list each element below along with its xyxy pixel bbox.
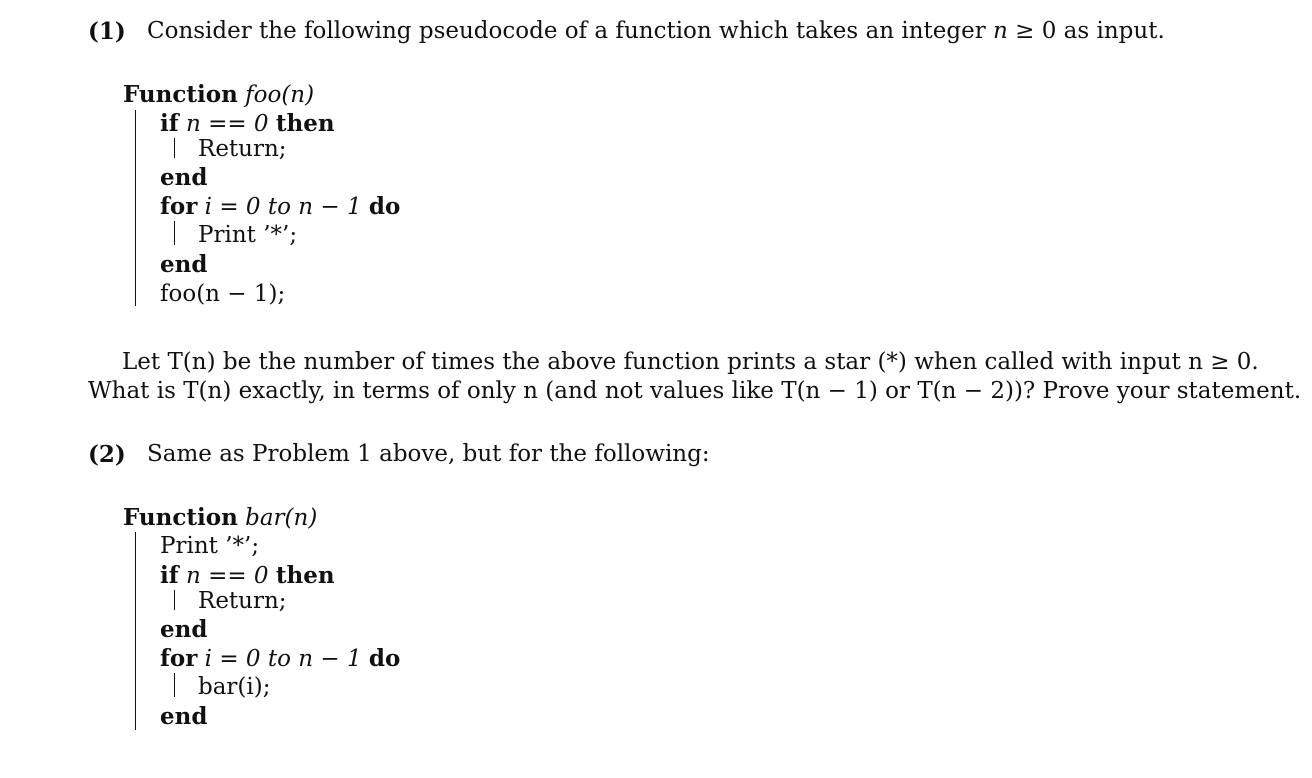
- bar-function-header: [123, 506, 317, 530]
- foo-for-line: [160, 195, 400, 219]
- foo-function-header: [123, 83, 314, 107]
- foo-return: Return;: [198, 136, 287, 162]
- problem-1-paragraph-line-2: What is T(n) exactly, in terms of only n (and not values like T(n − 1) or T(n − 2))? Prove your statement.: [88, 378, 1302, 404]
- bar-print: Print ’*’;: [160, 533, 260, 559]
- foo-for-body-bar: [174, 221, 175, 245]
- problem-2-number: (2): [88, 441, 126, 468]
- foo-body-bar: [135, 110, 136, 306]
- foo-for-range: i = 0 to n − 1: [204, 194, 362, 220]
- bar-body-bar: [135, 532, 136, 730]
- bar-signature: bar(n): [245, 505, 318, 531]
- foo-kw-if: if: [160, 110, 179, 137]
- foo-signature: foo(n): [245, 82, 315, 108]
- foo-kw-do: do: [368, 193, 401, 220]
- foo-print: Print ’*’;: [198, 222, 298, 248]
- problem-1-statement-pre: Consider the following pseudocode of a function which takes an integer: [147, 18, 994, 44]
- bar-kw-then: then: [275, 562, 335, 589]
- foo-if-body-bar: [174, 138, 175, 158]
- bar-if-body-bar: [174, 590, 175, 610]
- foo-kw-for: for: [160, 193, 198, 220]
- bar-for-end: end: [160, 703, 208, 730]
- bar-if-end: end: [160, 616, 208, 643]
- problem-1-number: (1): [88, 18, 126, 45]
- bar-kw-for: for: [160, 645, 198, 672]
- bar-if-cond: n == 0: [185, 563, 269, 589]
- bar-kw-function: Function: [123, 504, 238, 531]
- bar-for-range: i = 0 to n − 1: [204, 646, 362, 672]
- problem-2-statement: Same as Problem 1 above, but for the following:: [147, 441, 710, 467]
- problem-1-statement-var: n: [993, 18, 1008, 44]
- problem-1-statement-post: ≥ 0 as input.: [1007, 18, 1165, 44]
- problem-1-paragraph-line-1: Let T(n) be the number of times the above function prints a star (*) when called with input n ≥ 0.: [122, 349, 1259, 375]
- bar-if-line: [160, 564, 335, 588]
- foo-if-line: [160, 112, 335, 136]
- bar-for-line: [160, 647, 400, 671]
- bar-recursive-call: bar(i);: [198, 674, 271, 700]
- bar-for-body-bar: [174, 673, 175, 697]
- foo-for-end: end: [160, 251, 208, 278]
- foo-if-cond: n == 0: [185, 111, 269, 137]
- bar-return: Return;: [198, 588, 287, 614]
- foo-if-end: end: [160, 164, 208, 191]
- bar-kw-if: if: [160, 562, 179, 589]
- foo-kw-function: Function: [123, 81, 238, 108]
- foo-recursive-call: foo(n − 1);: [160, 281, 286, 307]
- problem-1-statement: [147, 20, 1165, 43]
- foo-kw-then: then: [275, 110, 335, 137]
- bar-kw-do: do: [368, 645, 401, 672]
